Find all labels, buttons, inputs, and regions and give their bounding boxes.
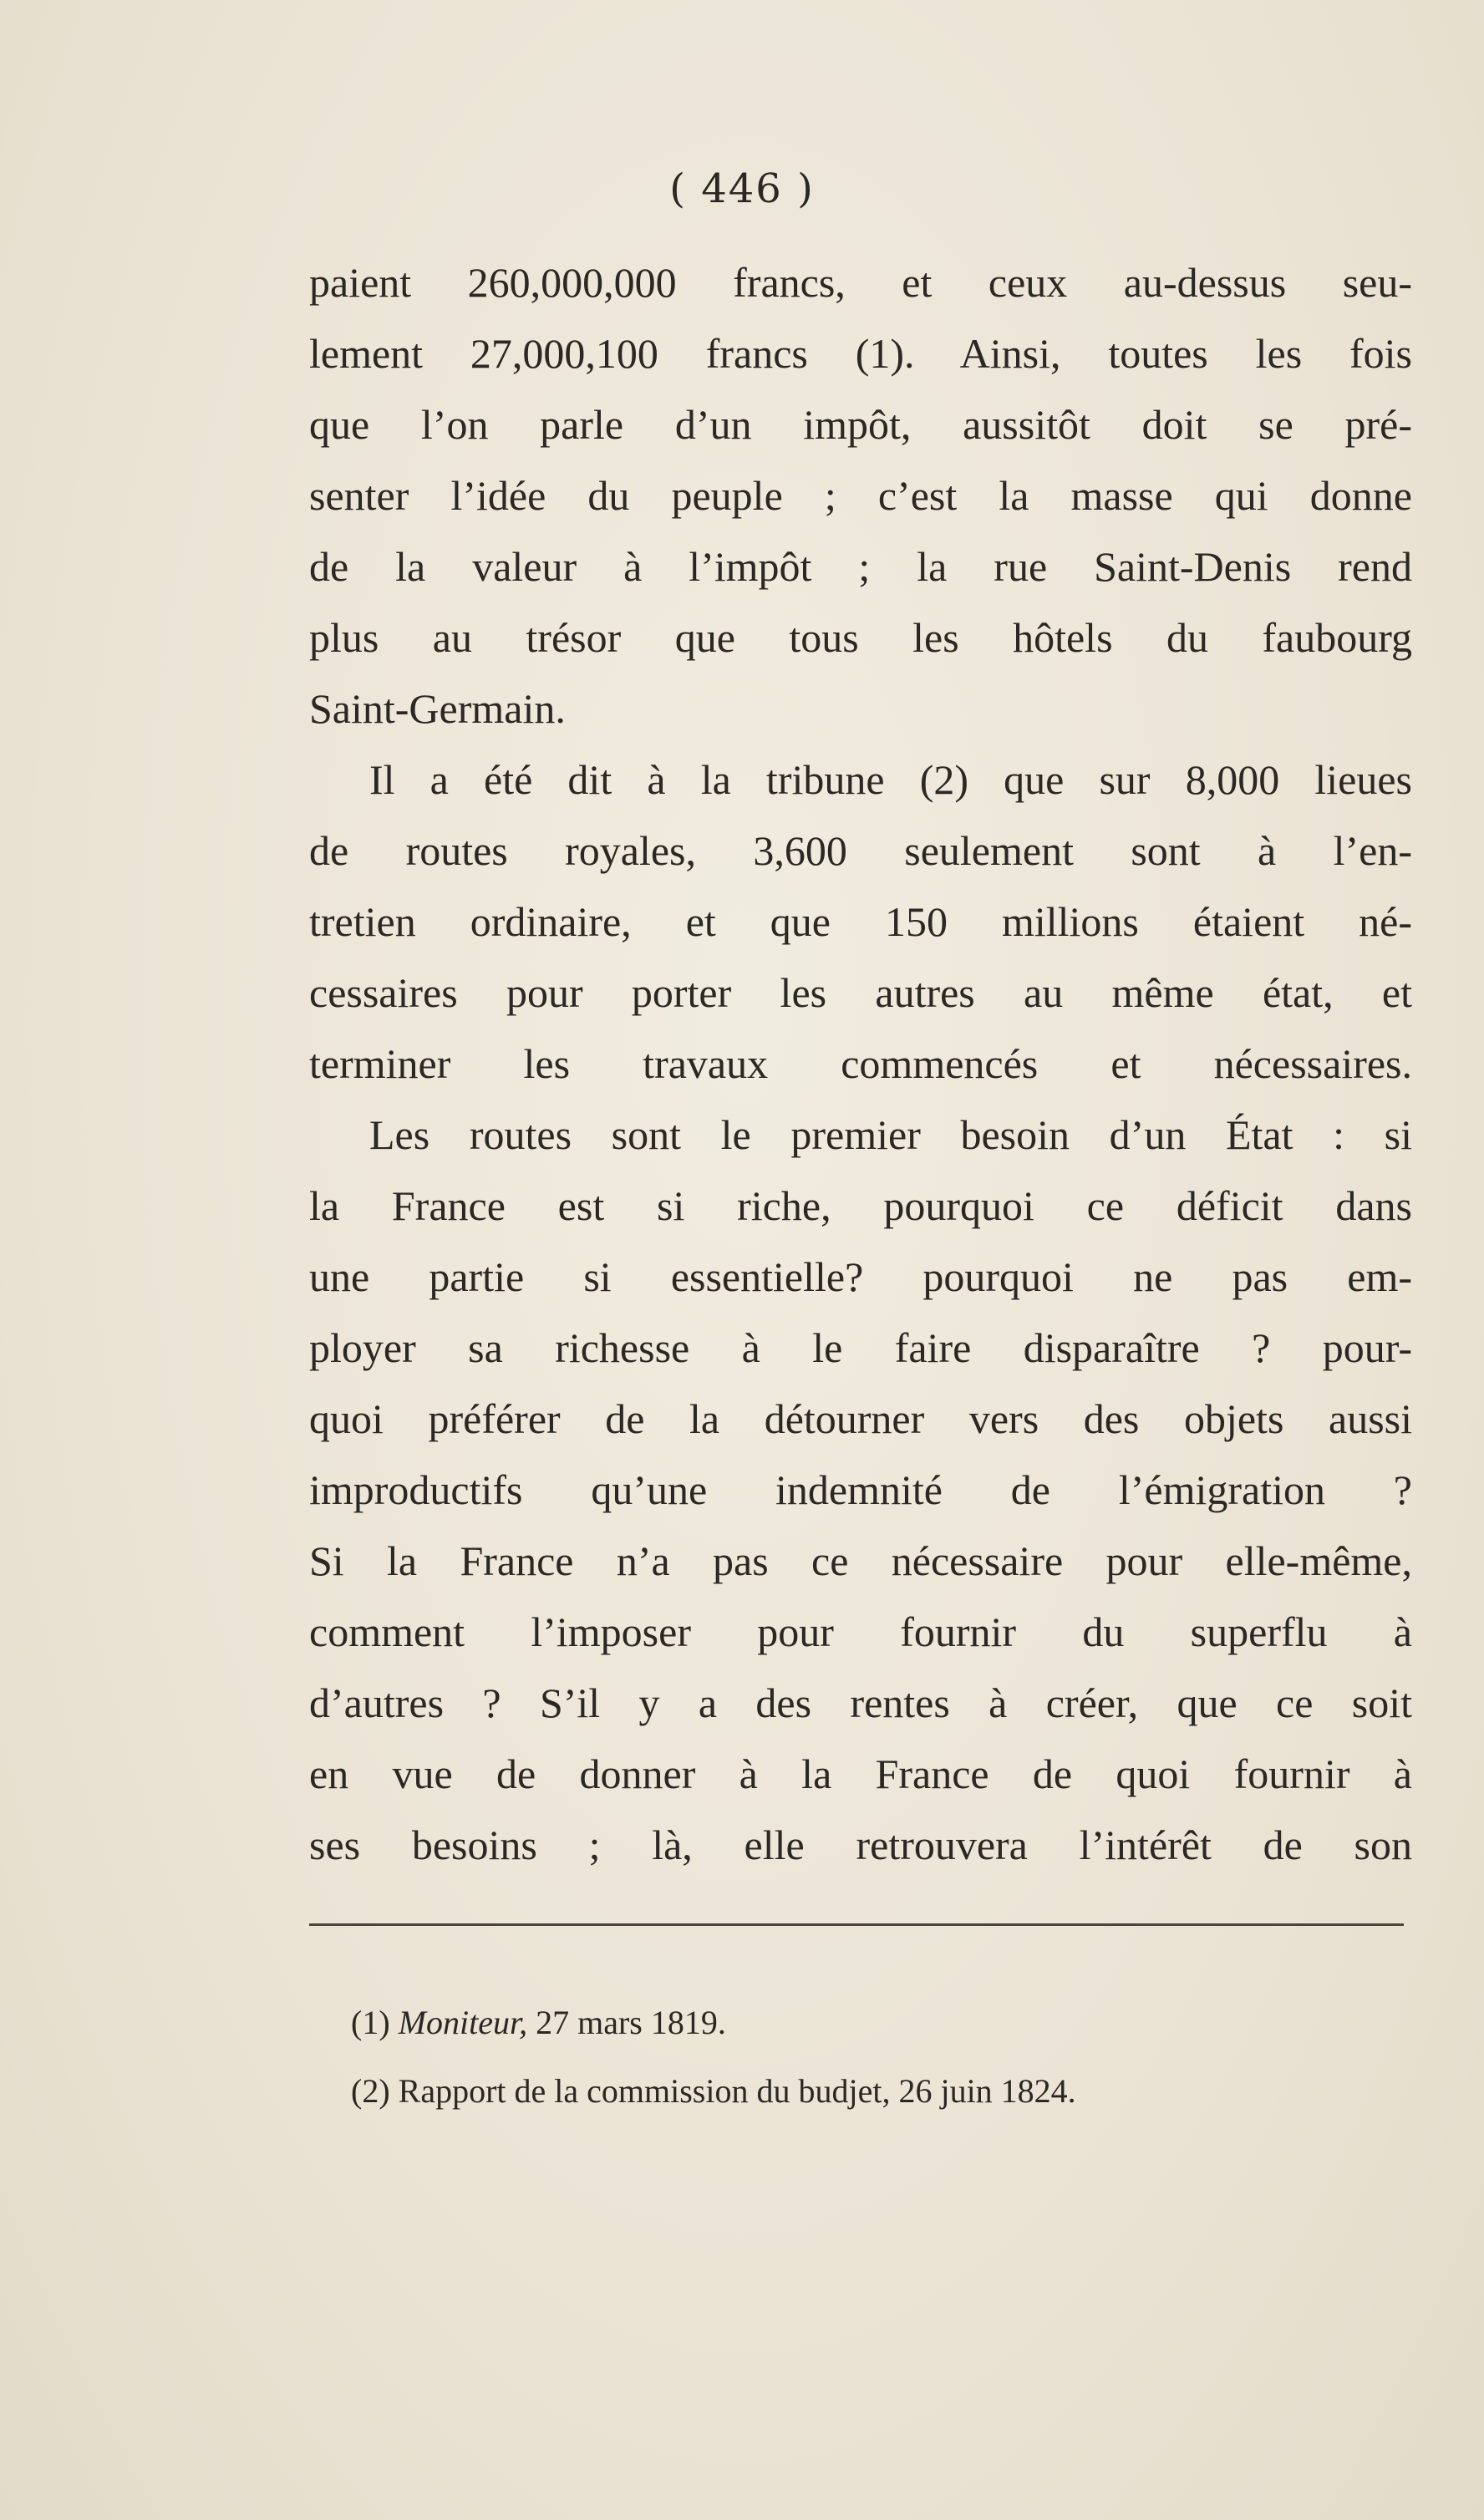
text-line: d’autres ? S’il y a des rentes à créer, que ce soit	[309, 1679, 1412, 1726]
footnote-date: 27 mars 1819.	[536, 2004, 726, 2041]
text-line: improductifs qu’une indemnité de l’émigration ?	[309, 1466, 1412, 1513]
text-line: que l’on parle d’un impôt, aussitôt doit se pré-	[309, 401, 1412, 448]
text-line: une partie si essentielle? pourquoi ne pas em-	[309, 1253, 1412, 1300]
text-line: senter l’idée du peuple ; c’est la masse qui donne	[309, 472, 1412, 519]
footnote-marker: (1)	[351, 2004, 390, 2041]
footnote-marker: (2)	[351, 2072, 390, 2110]
text-line: de la valeur à l’impôt ; la rue Saint-Denis rend	[309, 543, 1412, 590]
text-line: Les routes sont le premier besoin d’un État : si	[369, 1111, 1412, 1158]
text-line: tretien ordinaire, et que 150 millions étaient né-	[309, 898, 1412, 945]
footnote-text: Rapport de la commission du budjet, 26 juin 1824.	[398, 2072, 1076, 2110]
text-line: la France est si riche, pourquoi ce déficit dans	[309, 1182, 1412, 1229]
footnotes	[351, 1989, 1437, 2126]
footnote-source: Moniteur,	[398, 2004, 528, 2041]
text-line: Si la France n’a pas ce nécessaire pour elle-même,	[309, 1537, 1412, 1584]
text-line: terminer les travaux commencés et nécessaires.	[309, 1040, 1412, 1087]
footnote-divider	[309, 1923, 1404, 1926]
footnote-1	[351, 1989, 1437, 2057]
text-line: lement 27,000,100 francs (1). Ainsi, toutes les fois	[309, 330, 1412, 377]
text-line: de routes royales, 3,600 seulement sont à l’en-	[309, 827, 1412, 874]
text-line: Saint-Germain.	[309, 685, 566, 732]
text-line: en vue de donner à la France de quoi fournir à	[309, 1750, 1412, 1797]
text-line: comment l’imposer pour fournir du superflu à	[309, 1608, 1412, 1655]
page-number: ( 446 )	[669, 165, 815, 212]
text-line: plus au trésor que tous les hôtels du faubourg	[309, 614, 1412, 661]
body-text	[309, 247, 1412, 1881]
footnote-2	[351, 2057, 1437, 2126]
text-line: quoi préférer de la détourner vers des objets aussi	[309, 1395, 1412, 1442]
text-line: Il a été dit à la tribune (2) que sur 8,000 lieues	[369, 756, 1412, 803]
text-line: cessaires pour porter les autres au même état, et	[309, 969, 1412, 1016]
text-line: ses besoins ; là, elle retrouvera l’intérêt de son	[309, 1821, 1412, 1868]
text-line: ployer sa richesse à le faire disparaître ? pour-	[309, 1324, 1412, 1371]
text-line: paient 260,000,000 francs, et ceux au-dessus seu-	[309, 259, 1412, 306]
